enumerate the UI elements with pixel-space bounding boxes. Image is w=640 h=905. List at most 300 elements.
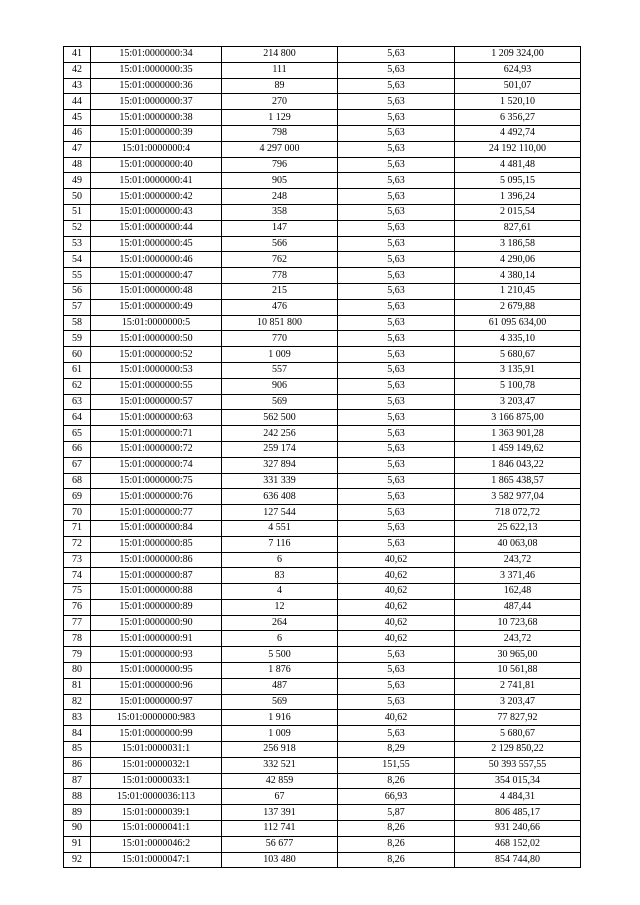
- area-cell: 562 500: [222, 410, 338, 426]
- area-cell: 89: [222, 78, 338, 94]
- cadastral-number-cell: 15:01:0000000:72: [91, 441, 222, 457]
- area-cell: 4 551: [222, 520, 338, 536]
- table-row: [64, 726, 581, 742]
- cadastral-number-cell: 15:01:0000000:71: [91, 426, 222, 442]
- table-row: [64, 631, 581, 647]
- amount-cell: 5 680,67: [455, 347, 581, 363]
- area-cell: 1 916: [222, 710, 338, 726]
- rate-cell: 5,63: [338, 457, 455, 473]
- row-number-cell: 59: [64, 331, 91, 347]
- row-number-cell: 84: [64, 726, 91, 742]
- row-number-cell: 91: [64, 836, 91, 852]
- amount-cell: 4 492,74: [455, 125, 581, 141]
- amount-cell: 501,07: [455, 78, 581, 94]
- amount-cell: 24 192 110,00: [455, 141, 581, 157]
- rate-cell: 40,62: [338, 584, 455, 600]
- amount-cell: 2 741,81: [455, 678, 581, 694]
- rate-cell: 5,63: [338, 489, 455, 505]
- table-row: [64, 394, 581, 410]
- cadastral-number-cell: 15:01:0000000:99: [91, 726, 222, 742]
- cadastral-number-cell: 15:01:0000000:75: [91, 473, 222, 489]
- cadastral-number-cell: 15:01:0000032:1: [91, 757, 222, 773]
- amount-cell: 468 152,02: [455, 836, 581, 852]
- row-number-cell: 43: [64, 78, 91, 94]
- amount-cell: 1 210,45: [455, 283, 581, 299]
- table-row: [64, 125, 581, 141]
- row-number-cell: 85: [64, 742, 91, 758]
- table-row: [64, 78, 581, 94]
- area-cell: 770: [222, 331, 338, 347]
- area-cell: 103 480: [222, 852, 338, 868]
- cadastral-number-cell: 15:01:0000000:74: [91, 457, 222, 473]
- table-row: [64, 94, 581, 110]
- cadastral-number-cell: 15:01:0000033:1: [91, 773, 222, 789]
- rate-cell: 5,63: [338, 394, 455, 410]
- cadastral-number-cell: 15:01:0000000:44: [91, 220, 222, 236]
- rate-cell: 5,63: [338, 441, 455, 457]
- row-number-cell: 55: [64, 268, 91, 284]
- row-number-cell: 58: [64, 315, 91, 331]
- table-row: [64, 331, 581, 347]
- area-cell: 1 129: [222, 110, 338, 126]
- area-cell: 137 391: [222, 805, 338, 821]
- cadastral-number-cell: 15:01:0000041:1: [91, 821, 222, 837]
- cadastral-number-cell: 15:01:0000000:49: [91, 299, 222, 315]
- amount-cell: 1 846 043,22: [455, 457, 581, 473]
- row-number-cell: 50: [64, 189, 91, 205]
- area-cell: 331 339: [222, 473, 338, 489]
- rate-cell: 5,63: [338, 299, 455, 315]
- amount-cell: 4 380,14: [455, 268, 581, 284]
- table-row: [64, 426, 581, 442]
- cadastral-number-cell: 15:01:0000036:113: [91, 789, 222, 805]
- table-row: [64, 678, 581, 694]
- row-number-cell: 87: [64, 773, 91, 789]
- cadastral-number-cell: 15:01:0000000:84: [91, 520, 222, 536]
- row-number-cell: 71: [64, 520, 91, 536]
- area-cell: 6: [222, 631, 338, 647]
- rate-cell: 8,26: [338, 852, 455, 868]
- row-number-cell: 47: [64, 141, 91, 157]
- amount-cell: 10 561,88: [455, 663, 581, 679]
- amount-cell: 243,72: [455, 631, 581, 647]
- table-row: [64, 789, 581, 805]
- rate-cell: 5,63: [338, 283, 455, 299]
- rate-cell: 5,63: [338, 204, 455, 220]
- table-row: [64, 378, 581, 394]
- table-row: [64, 489, 581, 505]
- row-number-cell: 92: [64, 852, 91, 868]
- cadastral-number-cell: 15:01:0000000:89: [91, 599, 222, 615]
- amount-cell: 354 015,34: [455, 773, 581, 789]
- table-row: [64, 742, 581, 758]
- area-cell: 487: [222, 678, 338, 694]
- area-cell: 6: [222, 552, 338, 568]
- amount-cell: 854 744,80: [455, 852, 581, 868]
- table-row: [64, 821, 581, 837]
- table-row: [64, 347, 581, 363]
- row-number-cell: 60: [64, 347, 91, 363]
- area-cell: 1 009: [222, 726, 338, 742]
- rate-cell: 5,63: [338, 505, 455, 521]
- table-row: [64, 536, 581, 552]
- row-number-cell: 66: [64, 441, 91, 457]
- rate-cell: 5,63: [338, 315, 455, 331]
- area-cell: 327 894: [222, 457, 338, 473]
- row-number-cell: 70: [64, 505, 91, 521]
- area-cell: 214 800: [222, 47, 338, 63]
- row-number-cell: 65: [64, 426, 91, 442]
- area-cell: 259 174: [222, 441, 338, 457]
- rate-cell: 5,63: [338, 347, 455, 363]
- table-row: [64, 252, 581, 268]
- rate-cell: 8,26: [338, 773, 455, 789]
- rate-cell: 5,63: [338, 362, 455, 378]
- cadastral-number-cell: 15:01:0000000:90: [91, 615, 222, 631]
- area-cell: 4: [222, 584, 338, 600]
- table-row: [64, 520, 581, 536]
- rate-cell: 5,63: [338, 110, 455, 126]
- rate-cell: 5,63: [338, 157, 455, 173]
- rate-cell: 5,63: [338, 173, 455, 189]
- amount-cell: 4 290,06: [455, 252, 581, 268]
- rate-cell: 5,63: [338, 663, 455, 679]
- table-body: [64, 47, 581, 868]
- amount-cell: 61 095 634,00: [455, 315, 581, 331]
- table-row: [64, 299, 581, 315]
- cadastral-number-cell: 15:01:0000000:983: [91, 710, 222, 726]
- row-number-cell: 61: [64, 362, 91, 378]
- amount-cell: 5 100,78: [455, 378, 581, 394]
- table-row: [64, 568, 581, 584]
- area-cell: 358: [222, 204, 338, 220]
- amount-cell: 1 209 324,00: [455, 47, 581, 63]
- row-number-cell: 51: [64, 204, 91, 220]
- row-number-cell: 67: [64, 457, 91, 473]
- area-cell: 215: [222, 283, 338, 299]
- rate-cell: 5,63: [338, 473, 455, 489]
- table-row: [64, 110, 581, 126]
- area-cell: 112 741: [222, 821, 338, 837]
- area-cell: 332 521: [222, 757, 338, 773]
- cadastral-number-cell: 15:01:0000000:41: [91, 173, 222, 189]
- area-cell: 1 876: [222, 663, 338, 679]
- amount-cell: 243,72: [455, 552, 581, 568]
- rate-cell: 5,63: [338, 647, 455, 663]
- cadastral-number-cell: 15:01:0000046:2: [91, 836, 222, 852]
- cadastral-number-cell: 15:01:0000000:87: [91, 568, 222, 584]
- cadastral-number-cell: 15:01:0000000:50: [91, 331, 222, 347]
- table-row: [64, 410, 581, 426]
- amount-cell: 487,44: [455, 599, 581, 615]
- row-number-cell: 81: [64, 678, 91, 694]
- amount-cell: 1 520,10: [455, 94, 581, 110]
- cadastral-number-cell: 15:01:0000000:34: [91, 47, 222, 63]
- rate-cell: 40,62: [338, 599, 455, 615]
- rate-cell: 5,63: [338, 189, 455, 205]
- amount-cell: 40 063,08: [455, 536, 581, 552]
- cadastral-number-cell: 15:01:0000039:1: [91, 805, 222, 821]
- row-number-cell: 75: [64, 584, 91, 600]
- cadastral-number-cell: 15:01:0000000:39: [91, 125, 222, 141]
- area-cell: 762: [222, 252, 338, 268]
- rate-cell: 5,63: [338, 252, 455, 268]
- table-row: [64, 47, 581, 63]
- row-number-cell: 78: [64, 631, 91, 647]
- row-number-cell: 54: [64, 252, 91, 268]
- table-row: [64, 836, 581, 852]
- row-number-cell: 63: [64, 394, 91, 410]
- cadastral-number-cell: 15:01:0000000:42: [91, 189, 222, 205]
- row-number-cell: 45: [64, 110, 91, 126]
- cadastral-number-cell: 15:01:0000000:93: [91, 647, 222, 663]
- row-number-cell: 48: [64, 157, 91, 173]
- cadastral-number-cell: 15:01:0000000:45: [91, 236, 222, 252]
- rate-cell: 5,63: [338, 141, 455, 157]
- cadastral-number-cell: 15:01:0000000:91: [91, 631, 222, 647]
- rate-cell: 8,29: [338, 742, 455, 758]
- rate-cell: 5,87: [338, 805, 455, 821]
- area-cell: 905: [222, 173, 338, 189]
- table-row: [64, 694, 581, 710]
- table-row: [64, 362, 581, 378]
- rate-cell: 5,63: [338, 426, 455, 442]
- rate-cell: 5,63: [338, 678, 455, 694]
- cadastral-number-cell: 15:01:0000031:1: [91, 742, 222, 758]
- row-number-cell: 64: [64, 410, 91, 426]
- row-number-cell: 80: [64, 663, 91, 679]
- amount-cell: 77 827,92: [455, 710, 581, 726]
- table-row: [64, 157, 581, 173]
- cadastral-number-cell: 15:01:0000000:35: [91, 62, 222, 78]
- row-number-cell: 41: [64, 47, 91, 63]
- cadastral-number-cell: 15:01:0000000:97: [91, 694, 222, 710]
- amount-cell: 3 203,47: [455, 694, 581, 710]
- amount-cell: 25 622,13: [455, 520, 581, 536]
- amount-cell: 3 186,58: [455, 236, 581, 252]
- area-cell: 147: [222, 220, 338, 236]
- area-cell: 12: [222, 599, 338, 615]
- cadastral-number-cell: 15:01:0000000:85: [91, 536, 222, 552]
- row-number-cell: 69: [64, 489, 91, 505]
- row-number-cell: 68: [64, 473, 91, 489]
- cadastral-number-cell: 15:01:0000000:4: [91, 141, 222, 157]
- cadastral-number-cell: 15:01:0000000:57: [91, 394, 222, 410]
- amount-cell: 4 484,31: [455, 789, 581, 805]
- area-cell: 636 408: [222, 489, 338, 505]
- area-cell: 10 851 800: [222, 315, 338, 331]
- area-cell: 248: [222, 189, 338, 205]
- rate-cell: 40,62: [338, 568, 455, 584]
- amount-cell: 3 371,46: [455, 568, 581, 584]
- area-cell: 798: [222, 125, 338, 141]
- amount-cell: 624,93: [455, 62, 581, 78]
- area-cell: 906: [222, 378, 338, 394]
- amount-cell: 10 723,68: [455, 615, 581, 631]
- rate-cell: 8,26: [338, 821, 455, 837]
- amount-cell: 2 679,88: [455, 299, 581, 315]
- area-cell: 83: [222, 568, 338, 584]
- table-row: [64, 805, 581, 821]
- area-cell: 476: [222, 299, 338, 315]
- amount-cell: 1 396,24: [455, 189, 581, 205]
- table-row: [64, 315, 581, 331]
- area-cell: 778: [222, 268, 338, 284]
- row-number-cell: 44: [64, 94, 91, 110]
- amount-cell: 4 481,48: [455, 157, 581, 173]
- cadastral-number-cell: 15:01:0000000:48: [91, 283, 222, 299]
- area-cell: 796: [222, 157, 338, 173]
- rate-cell: 5,63: [338, 520, 455, 536]
- row-number-cell: 46: [64, 125, 91, 141]
- cadastral-number-cell: 15:01:0000000:38: [91, 110, 222, 126]
- area-cell: 566: [222, 236, 338, 252]
- area-cell: 242 256: [222, 426, 338, 442]
- amount-cell: 1 363 901,28: [455, 426, 581, 442]
- row-number-cell: 79: [64, 647, 91, 663]
- area-cell: 42 859: [222, 773, 338, 789]
- row-number-cell: 83: [64, 710, 91, 726]
- rate-cell: 5,63: [338, 125, 455, 141]
- amount-cell: 806 485,17: [455, 805, 581, 821]
- area-cell: 256 918: [222, 742, 338, 758]
- area-cell: 557: [222, 362, 338, 378]
- amount-cell: 1 459 149,62: [455, 441, 581, 457]
- rate-cell: 5,63: [338, 220, 455, 236]
- row-number-cell: 57: [64, 299, 91, 315]
- cadastral-number-cell: 15:01:0000000:63: [91, 410, 222, 426]
- amount-cell: 6 356,27: [455, 110, 581, 126]
- rate-cell: 40,62: [338, 631, 455, 647]
- table-row: [64, 852, 581, 868]
- rate-cell: 5,63: [338, 268, 455, 284]
- row-number-cell: 53: [64, 236, 91, 252]
- rate-cell: 5,63: [338, 694, 455, 710]
- amount-cell: 5 095,15: [455, 173, 581, 189]
- rate-cell: 151,55: [338, 757, 455, 773]
- table-row: [64, 204, 581, 220]
- row-number-cell: 74: [64, 568, 91, 584]
- amount-cell: 3 166 875,00: [455, 410, 581, 426]
- table-row: [64, 710, 581, 726]
- rate-cell: 5,63: [338, 726, 455, 742]
- table-row: [64, 141, 581, 157]
- table-row: [64, 773, 581, 789]
- table-row: [64, 173, 581, 189]
- row-number-cell: 89: [64, 805, 91, 821]
- area-cell: 569: [222, 394, 338, 410]
- area-cell: 127 544: [222, 505, 338, 521]
- rate-cell: 40,62: [338, 552, 455, 568]
- rate-cell: 66,93: [338, 789, 455, 805]
- table-row: [64, 441, 581, 457]
- table-row: [64, 283, 581, 299]
- amount-cell: 827,61: [455, 220, 581, 236]
- row-number-cell: 42: [64, 62, 91, 78]
- rate-cell: 5,63: [338, 410, 455, 426]
- cadastral-number-cell: 15:01:0000000:96: [91, 678, 222, 694]
- area-cell: 4 297 000: [222, 141, 338, 157]
- row-number-cell: 76: [64, 599, 91, 615]
- area-cell: 67: [222, 789, 338, 805]
- area-cell: 1 009: [222, 347, 338, 363]
- row-number-cell: 73: [64, 552, 91, 568]
- table-row: [64, 505, 581, 521]
- amount-cell: 50 393 557,55: [455, 757, 581, 773]
- table-row: [64, 62, 581, 78]
- amount-cell: 30 965,00: [455, 647, 581, 663]
- table-row: [64, 584, 581, 600]
- table-row: [64, 599, 581, 615]
- cadastral-number-cell: 15:01:0000000:47: [91, 268, 222, 284]
- area-cell: 56 677: [222, 836, 338, 852]
- cadastral-number-cell: 15:01:0000000:88: [91, 584, 222, 600]
- table-row: [64, 615, 581, 631]
- rate-cell: 5,63: [338, 62, 455, 78]
- cadastral-number-cell: 15:01:0000047:1: [91, 852, 222, 868]
- cadastral-number-cell: 15:01:0000000:46: [91, 252, 222, 268]
- amount-cell: 4 335,10: [455, 331, 581, 347]
- table-row: [64, 189, 581, 205]
- rate-cell: 40,62: [338, 615, 455, 631]
- rate-cell: 5,63: [338, 536, 455, 552]
- land-plots-table: [63, 46, 581, 868]
- amount-cell: 2 015,54: [455, 204, 581, 220]
- amount-cell: 3 203,47: [455, 394, 581, 410]
- table-row: [64, 757, 581, 773]
- row-number-cell: 88: [64, 789, 91, 805]
- rate-cell: 8,26: [338, 836, 455, 852]
- cadastral-number-cell: 15:01:0000000:36: [91, 78, 222, 94]
- amount-cell: 1 865 438,57: [455, 473, 581, 489]
- row-number-cell: 49: [64, 173, 91, 189]
- cadastral-number-cell: 15:01:0000000:40: [91, 157, 222, 173]
- cadastral-number-cell: 15:01:0000000:37: [91, 94, 222, 110]
- row-number-cell: 72: [64, 536, 91, 552]
- rate-cell: 5,63: [338, 378, 455, 394]
- amount-cell: 3 135,91: [455, 362, 581, 378]
- cadastral-number-cell: 15:01:0000000:43: [91, 204, 222, 220]
- area-cell: 264: [222, 615, 338, 631]
- table-row: [64, 268, 581, 284]
- table-row: [64, 552, 581, 568]
- area-cell: 270: [222, 94, 338, 110]
- amount-cell: 2 129 850,22: [455, 742, 581, 758]
- table-row: [64, 457, 581, 473]
- cadastral-number-cell: 15:01:0000000:77: [91, 505, 222, 521]
- rate-cell: 5,63: [338, 331, 455, 347]
- table-row: [64, 473, 581, 489]
- amount-cell: 5 680,67: [455, 726, 581, 742]
- amount-cell: 931 240,66: [455, 821, 581, 837]
- rate-cell: 5,63: [338, 94, 455, 110]
- row-number-cell: 90: [64, 821, 91, 837]
- cadastral-number-cell: 15:01:0000000:95: [91, 663, 222, 679]
- table-row: [64, 647, 581, 663]
- cadastral-number-cell: 15:01:0000000:52: [91, 347, 222, 363]
- cadastral-number-cell: 15:01:0000000:53: [91, 362, 222, 378]
- amount-cell: 162,48: [455, 584, 581, 600]
- rate-cell: 5,63: [338, 47, 455, 63]
- row-number-cell: 82: [64, 694, 91, 710]
- table-row: [64, 220, 581, 236]
- cadastral-number-cell: 15:01:0000000:55: [91, 378, 222, 394]
- row-number-cell: 62: [64, 378, 91, 394]
- area-cell: 111: [222, 62, 338, 78]
- cadastral-number-cell: 15:01:0000000:76: [91, 489, 222, 505]
- row-number-cell: 56: [64, 283, 91, 299]
- table-row: [64, 236, 581, 252]
